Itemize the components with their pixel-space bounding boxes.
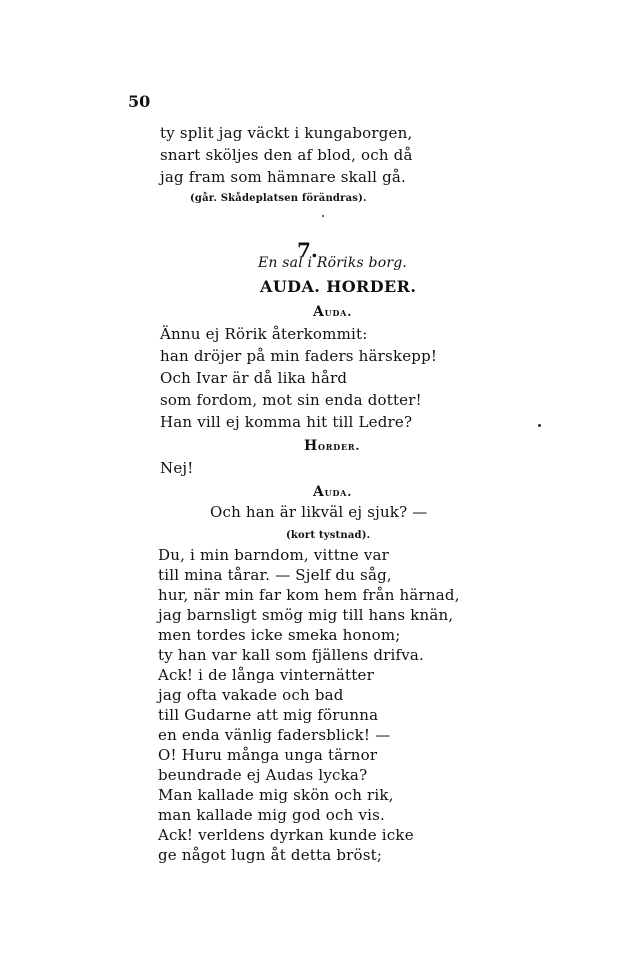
verse-line: O! Huru många unga tärnor [158, 746, 378, 764]
verse-line: jag ofta vakade och bad [158, 686, 344, 704]
verse-line: jag barnsligt smög mig till hans knän, [158, 606, 454, 624]
verse-line: ty han var kall som fjällens drifva. [158, 646, 425, 664]
verse-line: en enda vänlig fadersblick! — [158, 726, 391, 744]
verse-line: hur, när min far kom hem från härnad, [158, 586, 460, 604]
verse-line: snart sköljes den af blod, och då [160, 146, 413, 164]
speaker-name: Auda. [313, 304, 353, 320]
stage-direction: (kort tystnad). [286, 530, 371, 541]
verse-line: som fordom, mot sin enda dotter! [160, 391, 422, 409]
verse-line: jag fram som hämnare skall gå. [160, 168, 406, 186]
verse-line: ty split jag väckt i kungaborgen, [160, 124, 413, 142]
speaker-name: Auda. [313, 484, 353, 500]
verse-line: Ännu ej Rörik återkommit: [160, 325, 368, 343]
print-speck [322, 215, 324, 217]
verse-line: ge något lugn åt detta bröst; [158, 846, 383, 864]
print-speck [538, 424, 541, 427]
stage-direction: (går. Skådeplatsen förändras). [190, 193, 367, 204]
page-number: 50 [128, 92, 151, 111]
characters-heading: AUDA. HORDER. [260, 277, 417, 296]
verse-line: han dröjer på min faders härskepp! [160, 347, 438, 365]
verse-line: till mina tårar. — Sjelf du såg, [158, 566, 392, 584]
verse-line: Man kallade mig skön och rik, [158, 786, 394, 804]
verse-line: Och han är likväl ej sjuk? — [210, 503, 428, 521]
verse-line: Och Ivar är då lika hård [160, 369, 348, 387]
speaker-name: Horder. [304, 438, 361, 454]
verse-line: beundrade ej Audas lycka? [158, 766, 368, 784]
verse-line: Nej! [160, 459, 194, 477]
verse-line: Ack! i de långa vinternätter [158, 666, 374, 684]
verse-line: till Gudarne att mig förunna [158, 706, 379, 724]
verse-line: Han vill ej komma hit till Ledre? [160, 413, 413, 431]
scene-setting: En sal i Röriks borg. [258, 255, 408, 271]
verse-line: Du, i min barndom, vittne var [158, 546, 390, 564]
verse-line: men tordes icke smeka honom; [158, 626, 401, 644]
verse-line: man kallade mig god och vis. [158, 806, 386, 824]
scene-number: 7. [297, 238, 318, 262]
verse-line: Ack! verldens dyrkan kunde icke [158, 826, 414, 844]
